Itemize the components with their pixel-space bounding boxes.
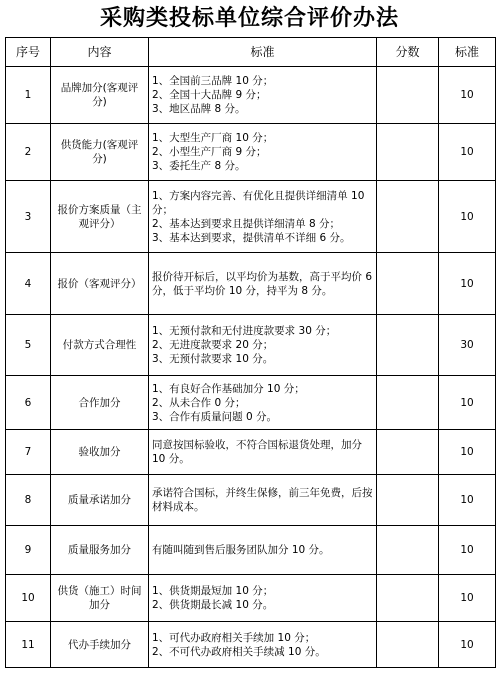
row-criteria bbox=[149, 526, 377, 575]
criteria-line: 1、有良好合作基础加分 10 分； bbox=[152, 382, 305, 395]
criteria-line: 同意按国标验收，不符合国标退货处理，加分 10 分。 bbox=[152, 439, 362, 465]
row-max: 10 bbox=[439, 575, 496, 622]
table-row bbox=[6, 181, 496, 253]
criteria-line: 3、基本达到要求，提供清单不详细 6 分。 bbox=[152, 231, 351, 244]
row-score[interactable] bbox=[377, 181, 439, 253]
row-criteria bbox=[149, 67, 377, 124]
table-row bbox=[6, 315, 496, 376]
row-max: 10 bbox=[439, 475, 496, 526]
criteria-line: 1、供货期最短加 10 分； bbox=[152, 585, 274, 597]
row-no: 1 bbox=[6, 67, 51, 124]
row-content: 验收加分 bbox=[51, 430, 149, 475]
row-no: 5 bbox=[6, 315, 51, 376]
table-row bbox=[6, 253, 496, 315]
table-row bbox=[6, 430, 496, 475]
criteria-line: 承诺符合国标，并终生保修，前三年免费，后按材料成本。 bbox=[152, 487, 373, 513]
table-row bbox=[6, 124, 496, 181]
row-criteria bbox=[149, 315, 377, 376]
criteria-line: 1、无预付款和无付进度款要求 30 分； bbox=[152, 325, 337, 337]
row-score[interactable] bbox=[377, 430, 439, 475]
row-max: 10 bbox=[439, 253, 496, 315]
row-no: 6 bbox=[6, 376, 51, 430]
row-content: 供货（施工）时间加分 bbox=[51, 575, 149, 622]
row-content: 报价（客观评分） bbox=[51, 253, 149, 315]
row-criteria bbox=[149, 181, 377, 253]
page-title: 采购类投标单位综合评价办法 bbox=[99, 5, 399, 31]
row-no: 7 bbox=[6, 430, 51, 475]
header-no: 序号 bbox=[6, 38, 51, 67]
row-no: 10 bbox=[6, 575, 51, 622]
row-score[interactable] bbox=[377, 475, 439, 526]
evaluation-table bbox=[5, 37, 496, 668]
table-row bbox=[6, 575, 496, 622]
header-score: 分数 bbox=[377, 38, 439, 67]
header-criteria: 标准 bbox=[149, 38, 377, 67]
criteria-line: 2、不可代办政府相关手续减 10 分。 bbox=[152, 645, 326, 658]
row-score[interactable] bbox=[377, 253, 439, 315]
row-content: 品牌加分(客观评分) bbox=[51, 67, 149, 124]
row-criteria bbox=[149, 124, 377, 181]
criteria-line: 3、地区品牌 8 分。 bbox=[152, 103, 246, 115]
table-row bbox=[6, 526, 496, 575]
criteria-line: 报价待开标后，以平均价为基数，高于平均价 6 分，低于平均价 10 分，持平为 8 分。 bbox=[152, 270, 373, 297]
row-content: 报价方案质量（主观评分） bbox=[51, 181, 149, 253]
row-content: 质量服务加分 bbox=[51, 526, 149, 575]
row-max: 10 bbox=[439, 181, 496, 253]
row-no: 9 bbox=[6, 526, 51, 575]
row-no: 4 bbox=[6, 253, 51, 315]
row-content: 合作加分 bbox=[51, 376, 149, 430]
row-score[interactable] bbox=[377, 124, 439, 181]
row-score[interactable] bbox=[377, 315, 439, 376]
row-score[interactable] bbox=[377, 376, 439, 430]
row-max: 10 bbox=[439, 526, 496, 575]
row-content: 付款方式合理性 bbox=[51, 315, 149, 376]
row-max: 10 bbox=[439, 124, 496, 181]
table-row bbox=[6, 376, 496, 430]
criteria-line: 1、大型生产厂商 10 分； bbox=[152, 132, 274, 144]
row-max: 30 bbox=[439, 315, 496, 376]
row-max: 10 bbox=[439, 622, 496, 668]
row-no: 2 bbox=[6, 124, 51, 181]
table-row bbox=[6, 67, 496, 124]
row-criteria bbox=[149, 575, 377, 622]
row-criteria bbox=[149, 622, 377, 668]
criteria-line: 有随叫随到售后服务团队加分 10 分。 bbox=[152, 544, 330, 556]
criteria-line: 2、从未合作 0 分； bbox=[152, 396, 246, 409]
row-max: 10 bbox=[439, 430, 496, 475]
row-no: 3 bbox=[6, 181, 51, 253]
row-score[interactable] bbox=[377, 575, 439, 622]
header-max: 标准 bbox=[439, 38, 496, 67]
criteria-line: 2、供货期最长减 10 分。 bbox=[152, 599, 274, 611]
criteria-line: 2、小型生产厂商 9 分； bbox=[152, 146, 267, 158]
row-content: 供货能力(客观评分) bbox=[51, 124, 149, 181]
criteria-line: 2、全国十大品牌 9 分； bbox=[152, 89, 267, 101]
criteria-line: 2、无进度款要求 20 分； bbox=[152, 339, 274, 351]
row-criteria bbox=[149, 253, 377, 315]
row-content: 质量承诺加分 bbox=[51, 475, 149, 526]
row-score[interactable] bbox=[377, 622, 439, 668]
table-header-row bbox=[6, 38, 496, 67]
criteria-line: 1、全国前三品牌 10 分； bbox=[152, 75, 274, 87]
criteria-line: 3、合作有质量问题 0 分。 bbox=[152, 410, 278, 423]
row-criteria bbox=[149, 430, 377, 475]
table-row bbox=[6, 475, 496, 526]
criteria-line: 1、可代办政府相关手续加 10 分； bbox=[152, 631, 316, 644]
row-no: 8 bbox=[6, 475, 51, 526]
row-score[interactable] bbox=[377, 526, 439, 575]
criteria-line: 3、无预付款要求 10 分。 bbox=[152, 353, 274, 365]
row-score[interactable] bbox=[377, 67, 439, 124]
row-max: 10 bbox=[439, 376, 496, 430]
criteria-line: 2、基本达到要求且提供详细清单 8 分； bbox=[152, 217, 341, 230]
row-content: 代办手续加分 bbox=[51, 622, 149, 668]
row-criteria bbox=[149, 475, 377, 526]
row-no: 11 bbox=[6, 622, 51, 668]
criteria-line: 3、委托生产 8 分。 bbox=[152, 160, 246, 172]
row-max: 10 bbox=[439, 67, 496, 124]
row-criteria bbox=[149, 376, 377, 430]
table-row bbox=[6, 622, 496, 668]
header-content: 内容 bbox=[51, 38, 149, 67]
criteria-line: 1、方案内容完善、有优化且提供详细清单 10 分； bbox=[152, 189, 365, 216]
